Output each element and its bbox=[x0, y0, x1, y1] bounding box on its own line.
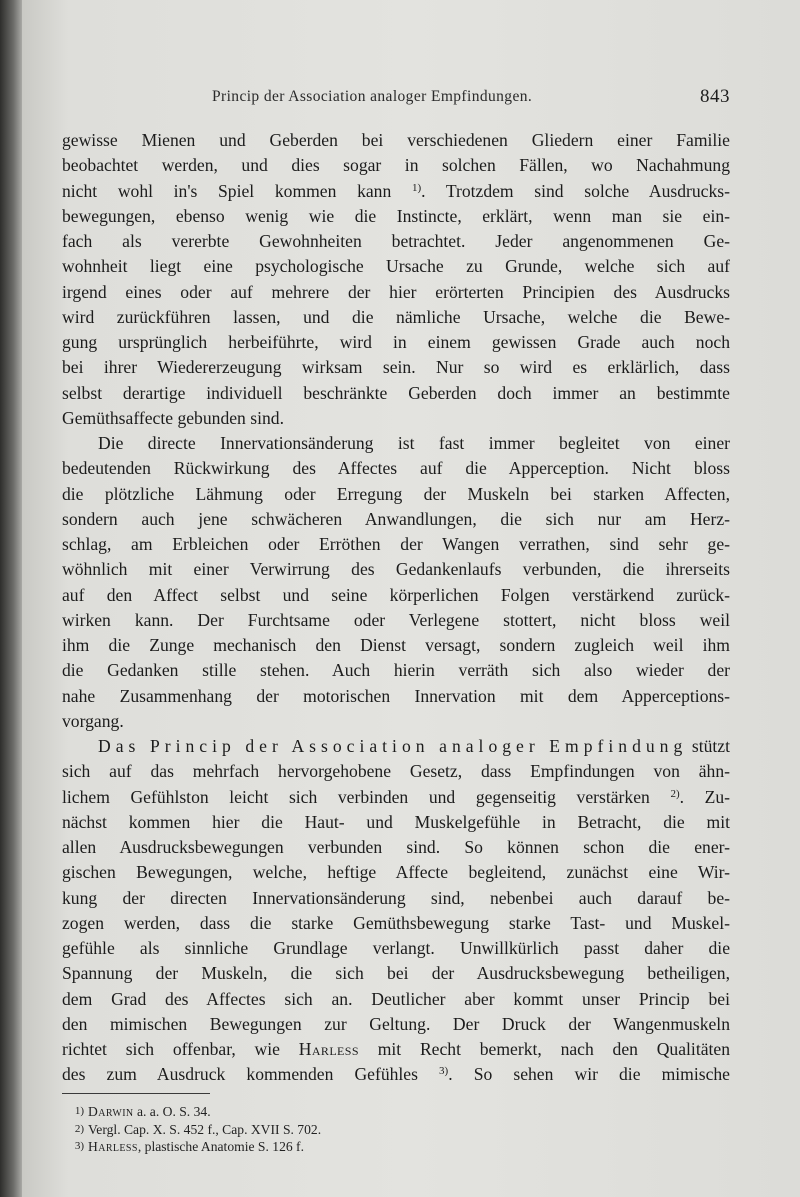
footnote-3: 3) Harless, plastische Anatomie S. 126 f. bbox=[74, 1139, 304, 1154]
text-line: wird zurückführen lassen, und die nämliche Ursache, welche die Bewe- bbox=[62, 306, 730, 327]
text-line: die Gedanken stille stehen. Auch hierin verräth sich also wieder der bbox=[62, 660, 730, 681]
text-line: Spannung der Muskeln, die sich bei der Ausdrucksbewegung betheiligen, bbox=[62, 963, 730, 984]
text-line: gischen Bewegungen, welche, heftige Affecte begleitend, zunächst eine Wir- bbox=[62, 862, 730, 883]
text-line: sich auf das mehrfach hervorgehobene Gesetz, dass Empfindungen von ähn- bbox=[62, 761, 730, 782]
footnote-1: 1) Darwin a. a. O. S. 34. bbox=[74, 1104, 211, 1119]
text-line: wohnheit liegt eine psychologische Ursache zu Grunde, welche sich auf bbox=[62, 256, 730, 277]
text-line: gewisse Mienen und Geberden bei verschiedenen Gliedern einer Familie bbox=[62, 130, 730, 150]
text-line: vorgang. bbox=[62, 710, 124, 731]
text-line: ihm die Zunge mechanisch den Dienst versagt, sondern zugleich weil ihm bbox=[62, 635, 730, 655]
text-line: dem Grad des Affectes sich an. Deutlicher aber kommt unser Princip bei bbox=[62, 988, 730, 1009]
text-line: beobachtet werden, und dies sogar in solchen Fällen, wo Nachahmung bbox=[62, 155, 730, 176]
footnote-ref-2: 2) bbox=[670, 787, 680, 800]
author-name: Harless bbox=[298, 1039, 359, 1059]
footnote-ref-3: 3) bbox=[439, 1065, 449, 1078]
text-line: bedeutenden Rückwirkung des Affectes auf die Apperception. Nicht bloss bbox=[62, 458, 730, 479]
text-line: selbst derartige individuell beschränkte Geberden doch immer an bestimmte bbox=[62, 382, 730, 403]
paragraph-start: Die directe Innervationsänderung ist fast immer begleitet von einer bbox=[98, 433, 730, 453]
footnote-ref-1: 1) bbox=[411, 181, 422, 194]
text-line: wirken kann. Der Furchtsame oder Verlegene stottert, nicht bloss weil bbox=[62, 609, 730, 630]
text-line: allen Ausdrucksbewegungen verbunden sind. So können schon die ener- bbox=[62, 837, 730, 857]
text-line: gefühle als sinnliche Grundlage verlangt. Unwillkürlich passt daher die bbox=[62, 938, 730, 958]
text-line: nahe Zusammenhang der motorischen Innervation mit dem Apperceptions- bbox=[62, 685, 730, 706]
text-line: auf den Affect selbst und seine körperlichen Folgen verstärkend zurück- bbox=[62, 584, 730, 605]
author-name: Darwin bbox=[88, 1104, 134, 1119]
text-line: des zum Ausdruck kommenden Gefühles $^{3)}$. So sehen wir die mimische bbox=[62, 1064, 730, 1085]
emphasized-phrase: Das Princip der Association analoger Empfindung bbox=[98, 736, 688, 756]
page-header bbox=[62, 86, 730, 110]
text-line: wöhnlich mit einer Verwirrung des Gedankenlaufs verbunden, die ihrerseits bbox=[62, 559, 730, 580]
text-line: nicht wohl in's Spiel kommen kann $^{1)}$. Trotzdem sind solche Ausdrucks- bbox=[62, 180, 730, 201]
text-line: die plötzliche Lähmung oder Erregung der Muskeln bei starken Affecten, bbox=[62, 483, 730, 504]
text-line: bei ihrer Wiedererzeugung wirksam sein. Nur so wird es erklärlich, dass bbox=[62, 357, 730, 378]
text-line: lichem Gefühlston leicht sich verbinden und gegenseitig verstärken $^{2)}$. Zu- bbox=[62, 786, 730, 807]
book-page bbox=[22, 0, 800, 1197]
paragraph-start: Das Princip der Association analoger Empfindung stützt bbox=[98, 736, 730, 756]
text-line: gung ursprünglich herbeiführte, wird in einem gewissen Grade auch noch bbox=[62, 332, 730, 352]
text-line: fach als vererbte Gewohnheiten betrachtet. Jeder angenommenen Ge- bbox=[62, 231, 730, 251]
text-line: richtet sich offenbar, wie Harless mit Recht bemerkt, nach den Qualitäten bbox=[62, 1039, 730, 1059]
text-line: kung der directen Innervationsänderung sind, nebenbei auch darauf be- bbox=[62, 887, 730, 908]
text-line: schlag, am Erbleichen oder Erröthen der Wangen verrathen, sind sehr ge- bbox=[62, 534, 730, 554]
text-line: irgend eines oder auf mehrere der hier erörterten Principien des Ausdrucks bbox=[62, 281, 730, 302]
page-number: 843 bbox=[700, 86, 730, 107]
running-head: Princip der Association analoger Empfindungen. bbox=[212, 88, 533, 105]
text-line: zogen werden, dass die starke Gemüthsbewegung starke Tast- und Muskel- bbox=[62, 912, 730, 933]
author-name: Harless bbox=[88, 1139, 138, 1154]
text-line: bewegungen, ebenso wenig wie die Instincte, erklärt, wenn man sie ein- bbox=[62, 205, 730, 226]
text-line: sondern auch jene schwächeren Anwandlungen, die sich nur am Herz- bbox=[62, 508, 730, 529]
book-spine-shadow bbox=[0, 0, 22, 1197]
footnote-rule bbox=[62, 1093, 210, 1094]
text-line: den mimischen Bewegungen zur Geltung. Der Druck der Wangenmuskeln bbox=[62, 1013, 730, 1034]
footnote-2: 2) Vergl. Cap. X. S. 452 f., Cap. XVII S. 702. bbox=[74, 1121, 322, 1137]
footnotes bbox=[62, 1103, 730, 1156]
text-line: nächst kommen hier die Haut- und Muskelgefühle in Betracht, die mit bbox=[62, 811, 730, 832]
body-text bbox=[62, 128, 730, 1088]
text-line: Gemüthsaffecte gebunden sind. bbox=[62, 407, 284, 428]
